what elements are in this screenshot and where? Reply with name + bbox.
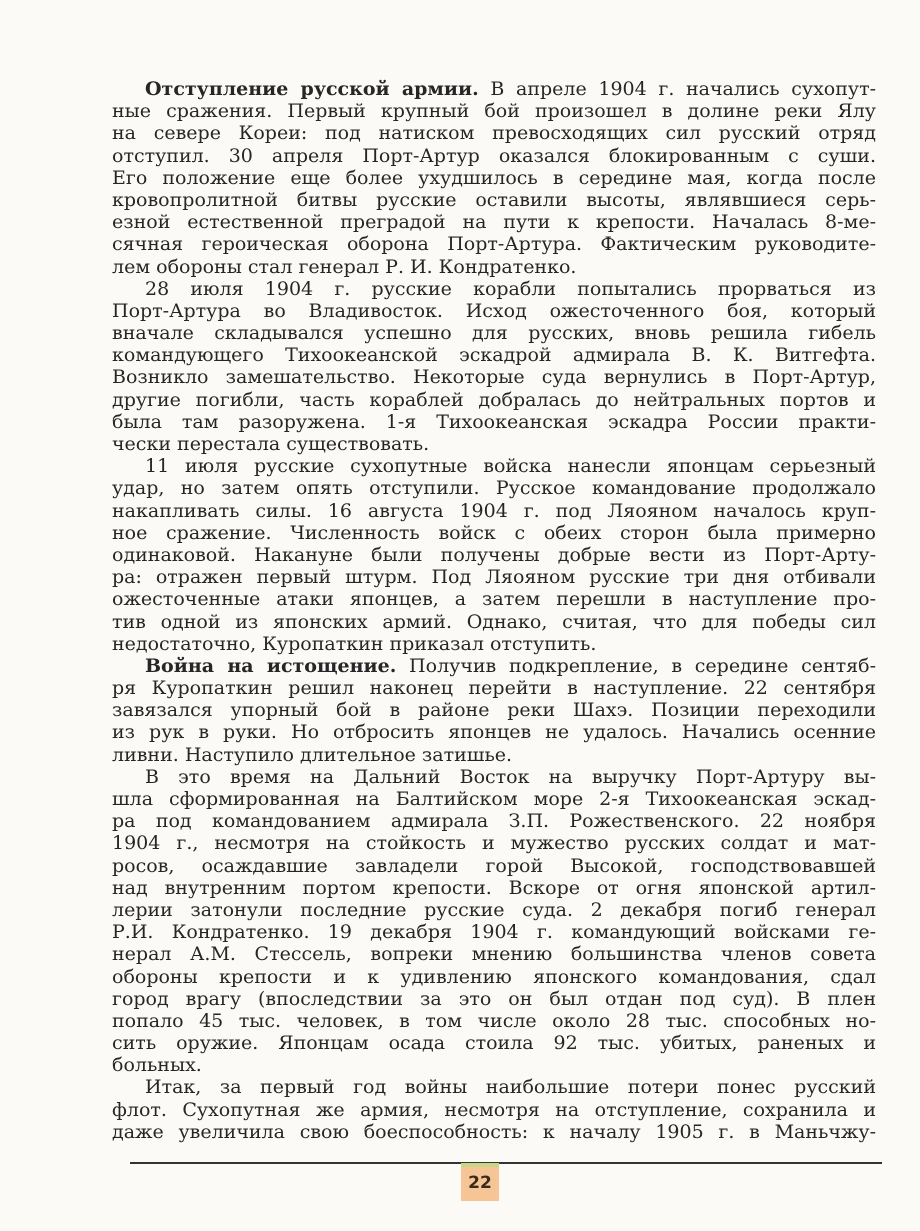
- line-text: ные сражения. Первый крупный бой произошел в долине реки Ялу: [112, 100, 876, 123]
- line-text: отступил. 30 апреля Порт-Артур оказался блокированным с суши.: [112, 144, 876, 167]
- text-line: [112, 233, 876, 255]
- text-line: [112, 788, 876, 810]
- text-line: [112, 167, 876, 189]
- line-text: чески перестала существовать.: [112, 433, 430, 455]
- text-line: [112, 611, 876, 633]
- text-line: [112, 966, 876, 988]
- text-line: [112, 832, 876, 854]
- text-line: [112, 522, 876, 544]
- text-line: [112, 566, 876, 588]
- line-text: лерии затонули последние русские суда. 2 декабря погиб генерал: [112, 898, 876, 921]
- text-line: [112, 855, 876, 877]
- text-line: [112, 322, 876, 344]
- line-text: другие погибли, часть кораблей добралась до нейтральных портов и: [112, 388, 876, 411]
- text-line: [112, 721, 876, 743]
- text-line: [112, 1010, 876, 1032]
- text-line: [112, 477, 876, 499]
- line-text: лем обороны стал генерал Р. И. Кондратенко.: [112, 255, 577, 278]
- text-line: [112, 677, 876, 699]
- line-text: Возникло замешательство. Некоторые суда вернулись в Порт-Артур,: [112, 366, 876, 389]
- line-text: даже увеличила свою боеспособность: к началу 1905 г. в Маньчжу-: [112, 1120, 876, 1143]
- section-heading: Отступление русской армии.: [145, 78, 479, 100]
- line-text: 28 июля 1904 г. русские корабли попытались прорваться из: [145, 277, 876, 300]
- text-line: [112, 899, 876, 921]
- text-line: [112, 389, 876, 411]
- text-line: [112, 744, 876, 766]
- text-line: [112, 366, 876, 388]
- text-line: [112, 122, 876, 144]
- text-line: [112, 145, 876, 167]
- line-text: кровопролитной битвы русские оставили высоты, являвшиеся серь-: [112, 188, 876, 211]
- line-text: из рук в руки. Но отбросить японцев не удалось. Начались осенние: [112, 721, 876, 744]
- text-line: [112, 921, 876, 943]
- paragraph: [112, 1076, 876, 1143]
- body-text: [112, 78, 876, 1143]
- text-line: [112, 1032, 876, 1054]
- text-line: [112, 211, 876, 233]
- text-line: [112, 455, 876, 477]
- line-text: шла сформированная на Балтийском море 2-я Тихоокеанская эскад-: [112, 788, 876, 810]
- line-text: Р.И. Кондратенко. 19 декабря 1904 г. командующий войсками ге-: [112, 921, 876, 944]
- line-text: вначале складывался успешно для русских, вновь решила гибель: [112, 322, 876, 345]
- line-text: сить оружие. Японцам осада стоила 92 тыс. убитых, раненых и: [112, 1032, 876, 1055]
- line-text: город врагу (впоследствии за это он был отдан под суд). В плен: [112, 987, 876, 1010]
- line-text: Итак, за первый год войны наибольшие потери понес русский: [145, 1076, 876, 1099]
- text-line: [112, 500, 876, 522]
- paragraph: [112, 455, 876, 655]
- text-line: [112, 433, 876, 455]
- line-text: завязался упорный бой в районе реки Шахэ. Позиции переходили: [112, 699, 876, 722]
- text-line: [112, 411, 876, 433]
- line-text: 1904 г., несмотря на стойкость и мужество русских солдат и мат-: [112, 832, 876, 855]
- text-line: [112, 988, 876, 1010]
- text-line: [112, 1099, 876, 1121]
- line-text: Порт-Артура во Владивосток. Исход ожесточенного боя, который: [112, 299, 876, 322]
- text-line: [112, 1054, 876, 1076]
- text-line: [112, 544, 876, 566]
- line-text: сячная героическая оборона Порт-Артура. Фактическим руководите-: [112, 233, 876, 256]
- line-text: ря Куропаткин решил наконец перейти в наступление. 22 сентября: [112, 677, 876, 700]
- line-text: командующего Тихоокеанской эскадрой адмирала В. К. Витгефта.: [112, 344, 876, 367]
- line-text: ра: отражен первый штурм. Под Ляояном русские три дня отбивали: [112, 566, 876, 589]
- footer-divider: [130, 1162, 882, 1164]
- paragraph: [112, 78, 876, 278]
- text-line: [112, 766, 876, 788]
- line-text: была там разоружена. 1-я Тихоокеанская эскадра России практи-: [112, 410, 876, 433]
- text-line: [112, 344, 876, 366]
- text-line: [112, 1076, 876, 1098]
- line-text: ра под командованием адмирала З.П. Рожественского. 22 ноября: [112, 810, 876, 833]
- text-line: [112, 699, 876, 721]
- text-line: [112, 278, 876, 300]
- line-text: больных.: [112, 1054, 202, 1077]
- line-text: на севере Кореи: под натиском превосходящих сил русский отряд: [112, 122, 876, 145]
- text-line: [112, 877, 876, 899]
- line-text: Его положение еще более ухудшилось в середине мая, когда после: [112, 166, 876, 189]
- line-text: В апреле 1904 г. начались сухопут-: [478, 78, 876, 100]
- line-text: ное сражение. Численность войск с обеих сторон была примерно: [112, 521, 876, 544]
- line-text: В это время на Дальний Восток на выручку Порт-Артуру вы-: [145, 765, 876, 788]
- line-text: накапливать силы. 16 августа 1904 г. под Ляояном началось круп-: [112, 499, 876, 522]
- section-heading: Война на истощение.: [145, 654, 397, 677]
- text-line: [112, 300, 876, 322]
- line-text: тив одной из японских армий. Однако, считая, что для победы сил: [112, 610, 876, 633]
- line-text: удар, но затем опять отступили. Русское командование продолжало: [112, 477, 876, 500]
- line-text: над внутренним портом крепости. Вскоре от огня японской артил-: [112, 876, 876, 899]
- text-line: [112, 100, 876, 122]
- line-text: езной естественной преградой на пути к крепости. Началась 8-ме-: [112, 211, 876, 234]
- text-line: [112, 810, 876, 832]
- text-line: [112, 256, 876, 278]
- text-line: [112, 189, 876, 211]
- text-line: [112, 1121, 876, 1143]
- line-text: попало 45 тыс. человек, в том числе около 28 тыс. способных но-: [112, 1009, 876, 1032]
- line-text: ливни. Наступило длительное затишье.: [112, 743, 513, 766]
- paragraph: [112, 278, 876, 456]
- text-line: [112, 633, 876, 655]
- paragraph: [112, 655, 876, 766]
- line-text: обороны крепости и к удивлению японского командования, сдал: [112, 965, 876, 988]
- line-text: Получив подкрепление, в середине сентяб-: [396, 654, 876, 677]
- text-line: [112, 943, 876, 965]
- line-text: одинаковой. Накануне были получены добрые вести из Порт-Арту-: [112, 543, 876, 566]
- text-line: [112, 78, 876, 100]
- line-text: ожесточенные атаки японцев, а затем перешли в наступление про-: [112, 588, 876, 611]
- paragraph: [112, 766, 876, 1077]
- text-line: [112, 588, 876, 610]
- line-text: росов, осаждавшие завладели горой Высокой, господствовавшей: [112, 854, 876, 877]
- line-text: флот. Сухопутная же армия, несмотря на отступление, сохранила и: [112, 1098, 876, 1121]
- page-number: 22: [461, 1163, 499, 1201]
- line-text: 11 июля русские сухопутные войска нанесли японцам серьезный: [145, 455, 876, 478]
- line-text: нерал А.М. Стессель, вопреки мнению большинства членов совета: [112, 943, 876, 966]
- text-line: [112, 655, 876, 677]
- line-text: недостаточно, Куропаткин приказал отступить.: [112, 632, 597, 655]
